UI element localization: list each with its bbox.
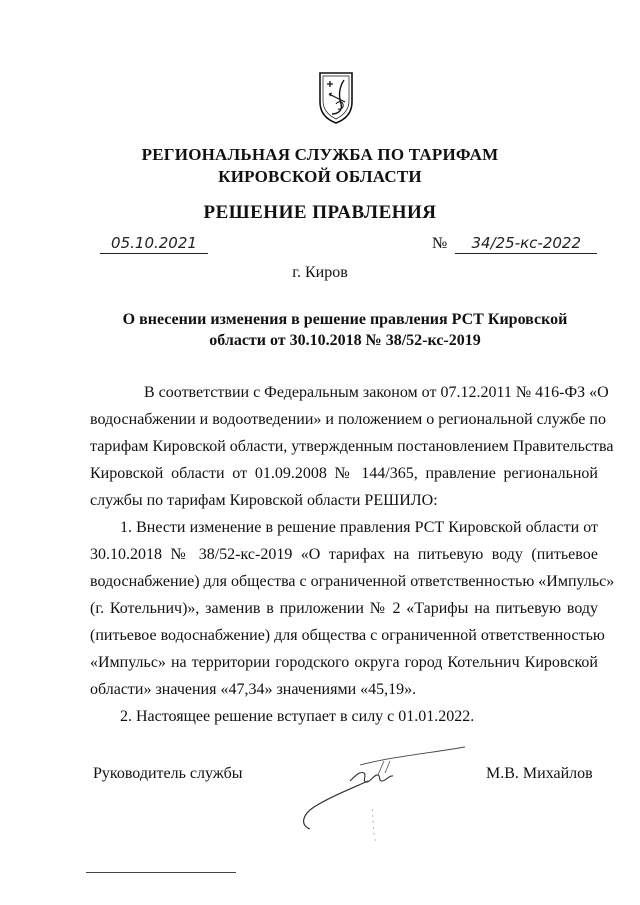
document-title: РЕШЕНИЕ ПРАВЛЕНИЯ (203, 202, 437, 223)
number-symbol: № (432, 235, 448, 252)
signatory-role: Руководитель службы (93, 765, 243, 782)
body-line: В соответствии с Федеральным законом от 07.12.2011 № 416-ФЗ «О (144, 384, 609, 401)
city: г. Киров (292, 264, 348, 281)
handwritten-signature (290, 745, 480, 855)
document-number: 34/25-кс-2022 (455, 234, 597, 254)
body-line: области» значения «47,34» значениями «45,19». (90, 681, 417, 698)
body-line: службы по тарифам Кировской области РЕШИЛО: (90, 492, 438, 509)
body-line: «Импульс» на территории городского округа город Котельнич Кировской (90, 654, 598, 671)
body-line: тарифам Кировской области, утвержденным постановлением Правительства (90, 438, 614, 455)
body-line: 2. Настоящее решение вступает в силу с 01.01.2022. (120, 708, 475, 725)
subject-line2: области от 30.10.2018 № 38/52-кс-2019 (209, 332, 481, 349)
footer-rule (86, 872, 236, 873)
body-line: Кировской области от 01.09.2008 № 144/365, правление региональной (90, 465, 598, 482)
body-line: (питьевое водоснабжение) для общества с ограниченной ответственностью (90, 627, 605, 644)
body-line: водоснабжении и водоотведении» и положением о региональной службе по (90, 411, 606, 428)
document-number-field (432, 234, 602, 254)
coat-of-arms-emblem (314, 70, 358, 124)
document-date: 05.10.2021 (100, 234, 208, 254)
body-line: водоснабжение) для общества с ограниченной ответственностью «Импульс» (90, 573, 615, 590)
signatory-name: М.В. Михайлов (486, 765, 593, 782)
subject-line1: О внесении изменения в решение правления РСТ Кировской (122, 311, 568, 328)
body-line: 1. Внести изменение в решение правления РСТ Кировской области от (120, 519, 598, 536)
organization-name-line2: КИРОВСКОЙ ОБЛАСТИ (218, 167, 422, 186)
body-line: 30.10.2018 № 38/52-кс-2019 «О тарифах на питьевую воду (питьевое (90, 546, 598, 563)
body-line: (г. Котельнич)», заменив в приложении № 2 «Тарифы на питьевую воду (90, 600, 598, 617)
organization-name-line1: РЕГИОНАЛЬНАЯ СЛУЖБА ПО ТАРИФАМ (141, 145, 499, 164)
